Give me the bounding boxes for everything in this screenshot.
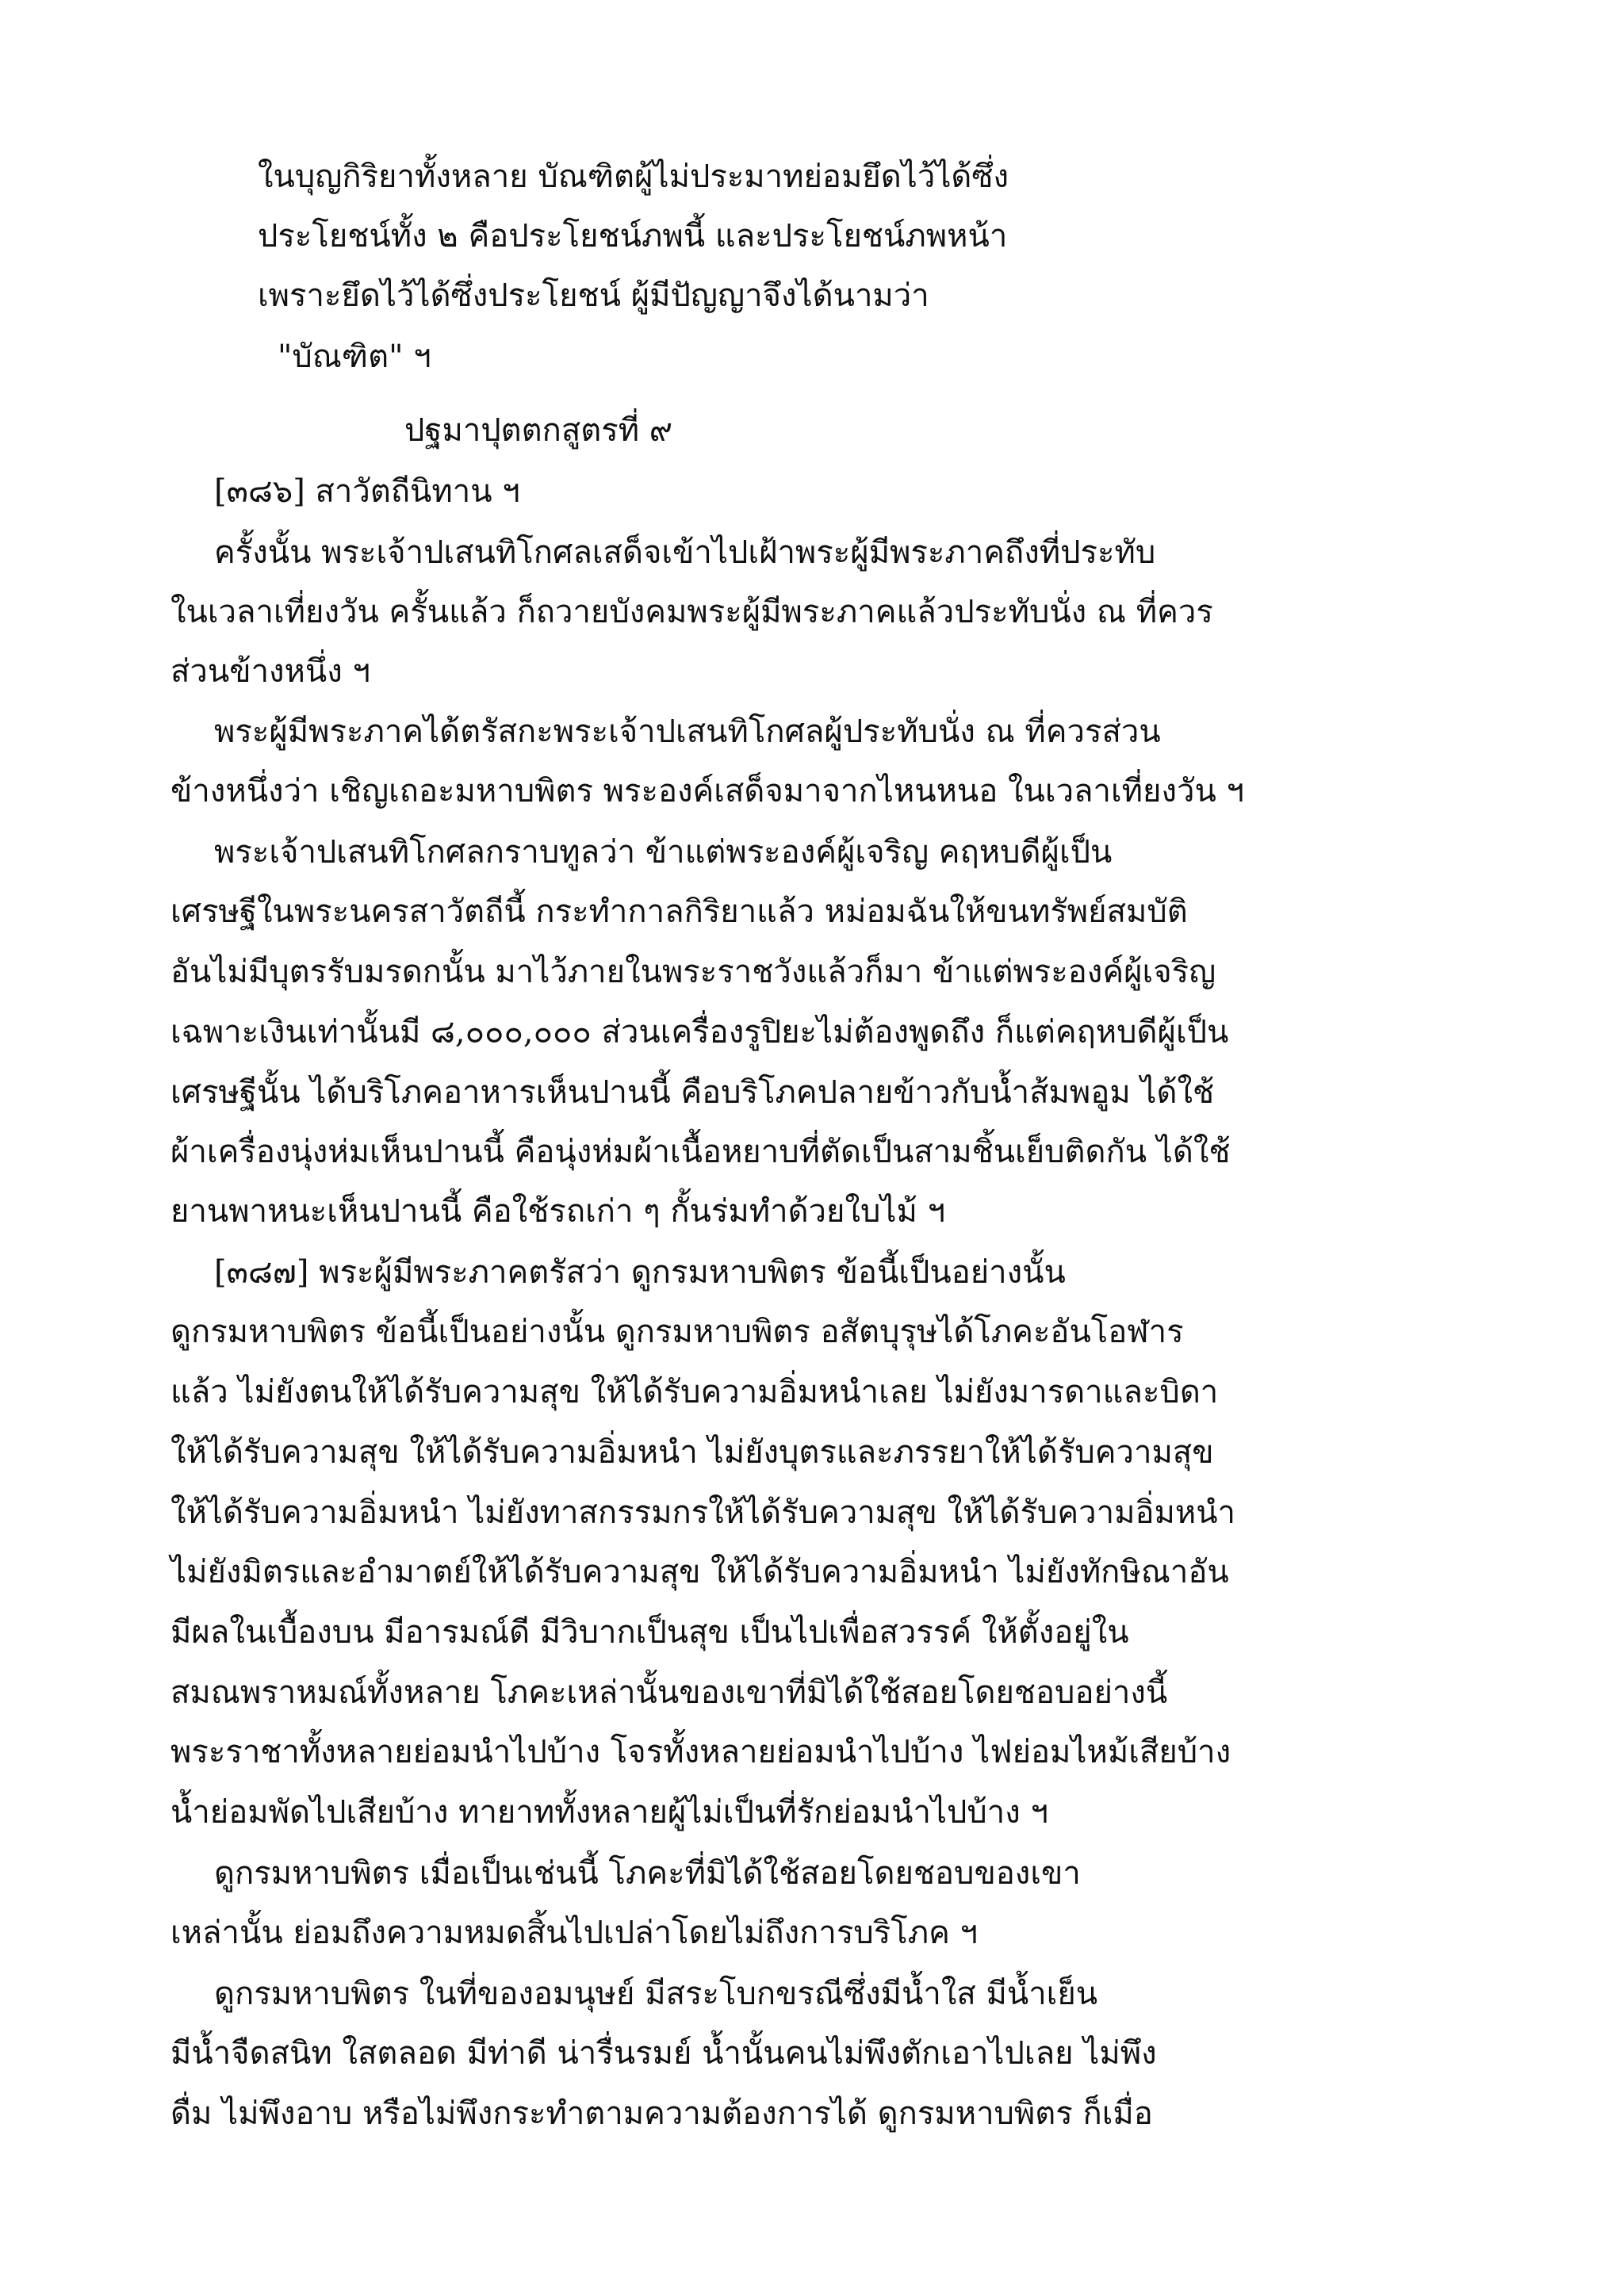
- paragraph-line: น้ำย่อมพัดไปเสียบ้าง ทายาททั้งหลายผู้ไม่เป็นที่รักย่อมนำไปบ้าง ฯ: [170, 1794, 1048, 1831]
- paragraph-line: ดื่ม ไม่พึงอาบ หรือไม่พึงกระทำตามความต้องการได้ ดูกรมหาบพิตร ก็เมื่อ: [170, 2095, 1153, 2132]
- sutta-title: ปฐมาปุตตกสูตรที่ ๙: [404, 412, 673, 449]
- verse-line: ประโยชน์ทั้ง ๒ คือประโยชน์ภพนี้ และประโยชน์ภพหน้า: [258, 218, 1008, 254]
- paragraph-line: พระเจ้าปเสนทิโกศลกราบทูลว่า ข้าแต่พระองค์ผู้เจริญ คฤหบดีผู้เป็น: [214, 834, 1113, 871]
- paragraph-line: ส่วนข้างหนึ่ง ฯ: [170, 653, 370, 690]
- paragraph-line: เศรษฐีนั้น ได้บริโภคอาหารเห็นปานนี้ คือบริโภคปลายข้าวกับน้ำส้มพอูม ได้ใช้: [170, 1074, 1215, 1111]
- paragraph-line: ให้ได้รับความอิ่มหนำ ไม่ยังทาสกรรมกรให้ได้รับความสุข ให้ได้รับความอิ่มหนำ: [170, 1494, 1236, 1531]
- paragraph-line: ยานพาหนะเห็นปานนี้ คือใช้รถเก่า ๆ กั้นร่มทำด้วยใบไม้ ฯ: [170, 1193, 946, 1230]
- paragraph-line: ครั้งนั้น พระเจ้าปเสนทิโกศลเสด็จเข้าไปเฝ้าพระผู้มีพระภาคถึงที่ประทับ: [214, 534, 1156, 571]
- paragraph-line: เศรษฐีในพระนครสาวัตถีนี้ กระทำกาลกิริยาแล้ว หม่อมฉันให้ขนทรัพย์สมบัติ: [170, 894, 1188, 930]
- paragraph-line: พระราชาทั้งหลายย่อมนำไปบ้าง โจรทั้งหลายย่อมนำไปบ้าง ไฟย่อมไหม้เสียบ้าง: [170, 1734, 1231, 1770]
- paragraph-line: มีน้ำจืดสนิท ใสตลอด มีท่าดี น่ารื่นรมย์ น้ำนั้นคนไม่พึงตักเอาไปเลย ไม่พึง: [170, 2035, 1157, 2072]
- paragraph-line: สมณพราหมณ์ทั้งหลาย โภคะเหล่านั้นของเขาที่มิได้ใช้สอยโดยชอบอย่างนี้: [170, 1674, 1168, 1711]
- paragraph-line: ดูกรมหาบพิตร ในที่ของอมนุษย์ มีสระโบกขรณีซึ่งมีน้ำใส มีน้ำเย็น: [214, 1976, 1098, 2012]
- paragraph-line: มีผลในเบื้องบน มีอารมณ์ดี มีวิบากเป็นสุข เป็นไปเพื่อสวรรค์ ให้ตั้งอยู่ใน: [170, 1614, 1129, 1651]
- paragraph-line: ดูกรมหาบพิตร ข้อนี้เป็นอย่างนั้น ดูกรมหาบพิตร อสัตบุรุษได้โภคะอันโอฬาร: [170, 1314, 1184, 1350]
- paragraph-line: ผ้าเครื่องนุ่งห่มเห็นปานนี้ คือนุ่งห่มผ้าเนื้อหยาบที่ตัดเป็นสามชิ้นเย็บติดกัน ได้ใช้: [170, 1134, 1231, 1170]
- paragraph-line: ในเวลาเที่ยงวัน ครั้นแล้ว ก็ถวายบังคมพระผู้มีพระภาคแล้วประทับนั่ง ณ ที่ควร: [170, 594, 1213, 630]
- verse-line: เพราะยึดไว้ได้ซึ่งประโยชน์ ผู้มีปัญญาจึงได้นามว่า: [258, 277, 929, 314]
- paragraph-line: ดูกรมหาบพิตร เมื่อเป็นเช่นนี้ โภคะที่มิได้ใช้สอยโดยชอบของเขา: [214, 1855, 1081, 1892]
- paragraph-line: พระผู้มีพระภาคได้ตรัสกะพระเจ้าปเสนทิโกศลผู้ประทับนั่ง ณ ที่ควรส่วน: [214, 714, 1161, 750]
- verse-line: ในบุญกิริยาทั้งหลาย บัณฑิตผู้ไม่ประมาทย่อมยึดไว้ได้ซึ่ง: [258, 159, 1009, 195]
- paragraph-line: [๓๘๖] สาวัตถีนิทาน ฯ: [214, 473, 520, 510]
- paragraph-line: อันไม่มีบุตรรับมรดกนั้น มาไว้ภายในพระราชวังแล้วก็มา ข้าแต่พระองค์ผู้เจริญ: [170, 954, 1216, 990]
- paragraph-line: เหล่านั้น ย่อมถึงความหมดสิ้นไปเปล่าโดยไม่ถึงการบริโภค ฯ: [170, 1915, 979, 1951]
- paragraph-line: ให้ได้รับความสุข ให้ได้รับความอิ่มหนำ ไม่ยังบุตรและภรรยาให้ได้รับความสุข: [170, 1434, 1214, 1471]
- paragraph-line: [๓๘๗] พระผู้มีพระภาคตรัสว่า ดูกรมหาบพิตร ข้อนี้เป็นอย่างนั้น: [214, 1254, 1066, 1291]
- paragraph-line: ไม่ยังมิตรและอำมาตย์ให้ได้รับความสุข ให้ได้รับความอิ่มหนำ ไม่ยังทักษิณาอัน: [170, 1554, 1229, 1590]
- verse-line: "บัณฑิต" ฯ: [278, 339, 431, 375]
- paragraph-line: ข้างหนึ่งว่า เชิญเถอะมหาบพิตร พระองค์เสด็จมาจากไหนหนอ ในเวลาเที่ยงวัน ฯ: [170, 773, 1244, 809]
- paragraph-line: แล้ว ไม่ยังตนให้ได้รับความสุข ให้ได้รับความอิ่มหนำเลย ไม่ยังมารดาและบิดา: [170, 1374, 1219, 1410]
- paragraph-line: เฉพาะเงินเท่านั้นมี ๘,๐๐๐,๐๐๐ ส่วนเครื่องรูปิยะไม่ต้องพูดถึง ก็แต่คฤหบดีผู้เป็น: [170, 1014, 1229, 1050]
